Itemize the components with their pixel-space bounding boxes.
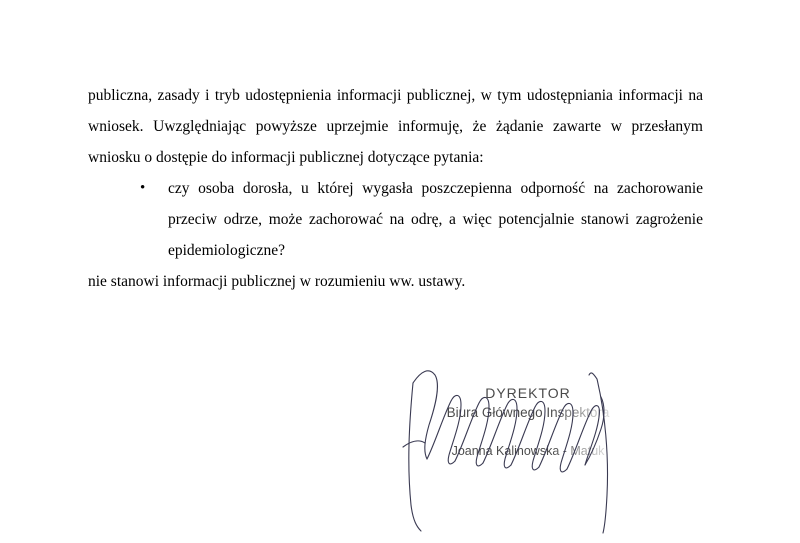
signature-office: Biura Głównego Inspektora [413, 403, 643, 423]
signature-text [413, 383, 643, 461]
list-item: • czy osoba dorosła, u której wygasła poszczepienna odporność na zachorowanie przeciw odrze, może zachorować na odrę, a więc potencjalnie stanowi zagrożenie epidemiologiczne? [134, 173, 703, 266]
paragraph-closing: nie stanowi informacji publicznej w rozumieniu ww. ustawy. [88, 273, 466, 290]
question-list [88, 173, 703, 266]
signature-block [395, 355, 695, 535]
paragraph-intro: publiczna, zasady i tryb udostępnienia informacji publicznej, w tym udostępniania informacji na wniosek. Uwzględniając powyższe uprzejmie informuję, że żądanie zawarte w przesłanym wniosku o dostępie do informacji publicznej dotyczące pytania: [88, 87, 703, 166]
document-body [88, 80, 703, 297]
signature-name: Joanna Kalinowska - Matuk [413, 441, 643, 461]
signature-title: DYREKTOR [485, 385, 571, 401]
